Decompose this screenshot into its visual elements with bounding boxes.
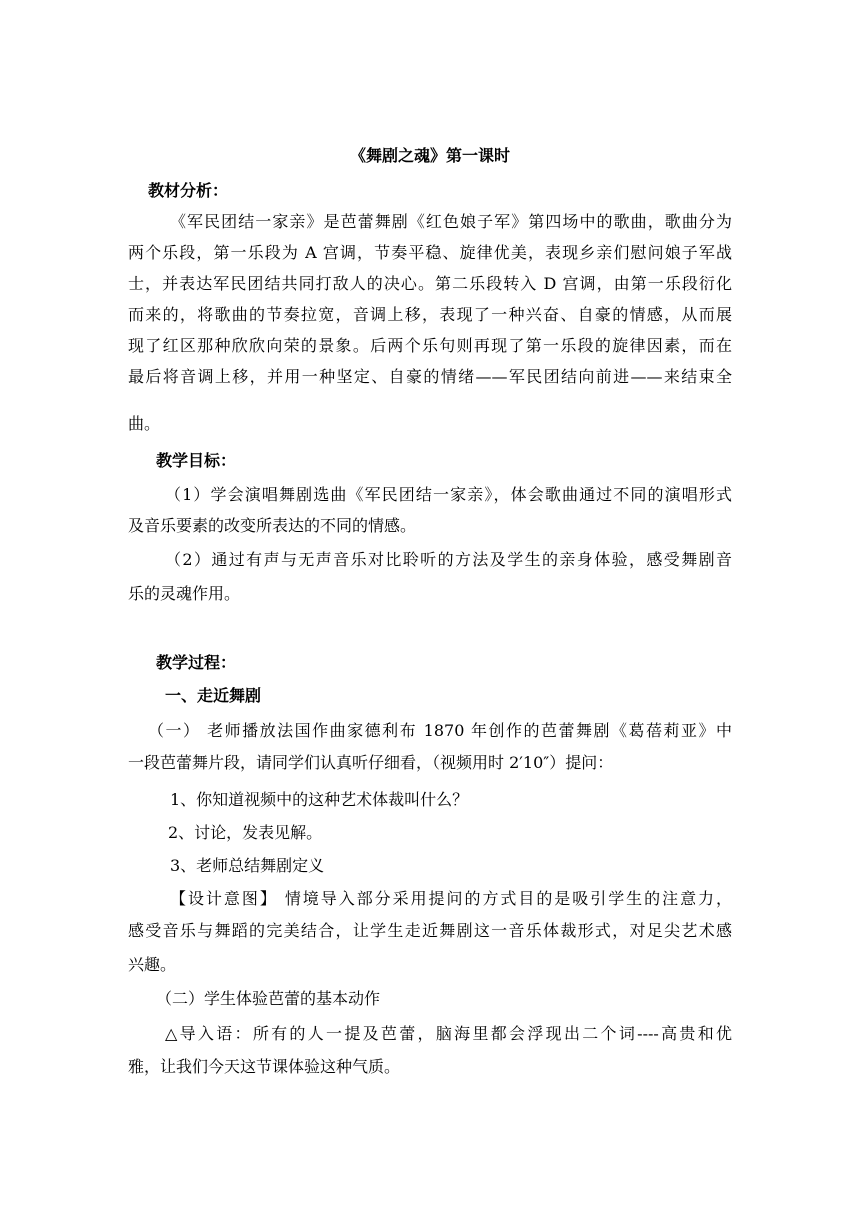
subsection-line: （一） 老师播放法国作曲家德利布 1870 年创作的芭蕾舞剧《葛蓓莉亚》中 [148,721,732,740]
design-intent-line: 【设计意图】 情境导入部分采用提问的方式目的是吸引学生的注意力， [170,889,732,908]
intro-line: 雅，让我们今天这节课体验这种气质。 [128,1057,401,1076]
document-title: 《舞剧之魂》第一课时 [349,146,510,165]
question-item: 3、老师总结舞剧定义 [170,856,325,875]
goal-line: （2）通过有声与无声音乐对比聆听的方法及学生的亲身体验，感受舞剧音 [165,550,732,569]
analysis-line: 曲。 [128,414,161,433]
analysis-line: 现了红区那种欣欣向荣的景象。后两个乐句则再现了第一乐段的旋律因素，而在 [128,336,732,355]
design-intent-line: 感受音乐与舞蹈的完美结合，让学生走近舞剧这一音乐体裁形式，对足尖艺术感 [128,921,732,940]
subsection-line: （二）学生体验芭蕾的基本动作 [156,989,381,1008]
question-item: 1、你知道视频中的这种艺术体裁叫什么？ [170,790,469,809]
goals-heading: 教学目标： [156,451,237,470]
goal-line: 及音乐要素的改变所表达的不同的情感。 [128,516,417,535]
goal-line: （1）学会演唱舞剧选曲《军民团结一家亲》，体会歌曲通过不同的演唱形式 [165,485,732,504]
question-item: 2、讨论，发表见解。 [168,823,323,842]
goal-line: 乐的灵魂作用。 [128,584,241,603]
section-heading: 一、走近舞剧 [165,686,262,705]
analysis-heading: 教材分析： [148,181,229,200]
analysis-line: 最后将音调上移，并用一种坚定、自豪的情绪——军民团结向前进——来结束全 [128,367,732,386]
design-intent-line: 兴趣。 [128,955,177,974]
analysis-line: 两个乐段，第一乐段为 A 宫调，节奏平稳、旋律优美，表现乡亲们慰问娘子军战 [128,243,732,262]
process-heading: 教学过程： [156,653,237,672]
subsection-line: 一段芭蕾舞片段，请同学们认真听仔细看，（视频用时 2′10″）提问： [128,753,614,772]
analysis-line: 士，并表达军民团结共同打敌人的决心。第二乐段转入 D 宫调，由第一乐段衍化 [128,274,732,293]
analysis-line: 《军民团结一家亲》是芭蕾舞剧《红色娘子军》第四场中的歌曲，歌曲分为 [170,212,732,231]
analysis-line: 而来的，将歌曲的节奏拉宽，音调上移，表现了一种兴奋、自豪的情感，从而展 [128,305,732,324]
intro-line: △导入语：所有的人一提及芭蕾，脑海里都会浮现出二个词----高贵和优 [165,1024,732,1043]
